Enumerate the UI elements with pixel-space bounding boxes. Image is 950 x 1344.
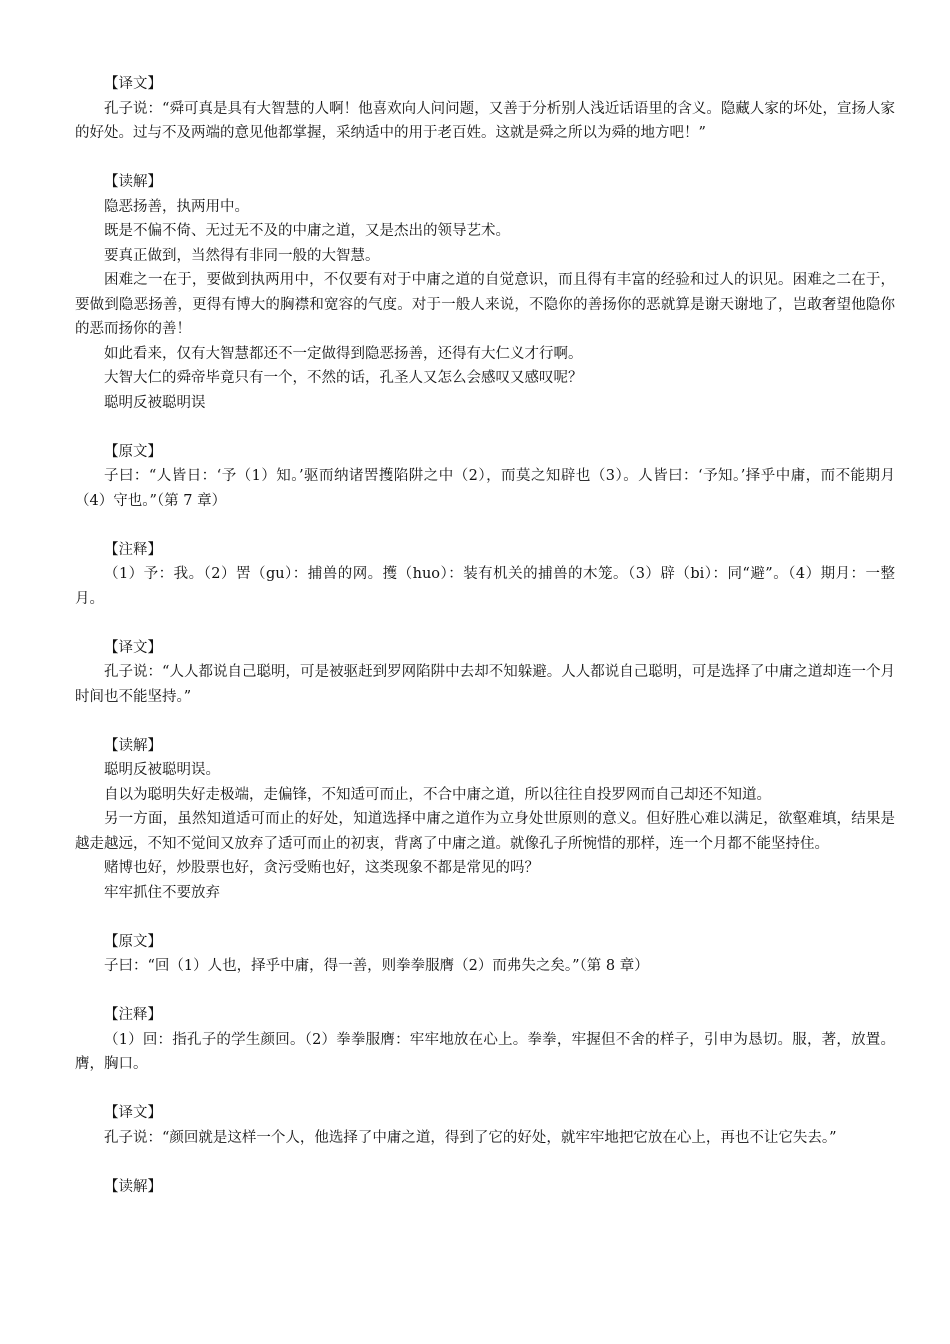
paragraph: 孔子说：“人人都说自己聪明，可是被驱赶到罗网陷阱中去却不知躲避。人人都说自己聪明，可是选择了中庸之道却连一个月时间也不能坚持。” bbox=[75, 664, 895, 705]
paragraph-spacer bbox=[75, 146, 895, 171]
section-heading: 【注释】 bbox=[104, 1007, 162, 1023]
paragraph: 要真正做到，当然得有非同一般的大智慧。 bbox=[104, 247, 380, 264]
paragraph: 赌博也好，炒股票也好，贪污受贿也好，这类现象不都是常见的吗？ bbox=[104, 860, 539, 876]
paragraph-spacer bbox=[75, 611, 895, 636]
paragraph: 牢牢抓住不要放弃 bbox=[104, 884, 220, 901]
paragraph-spacer bbox=[75, 513, 895, 538]
paragraph: 子曰：“回（1）人也，择乎中庸，得一善，则拳拳服膺（2）而弗失之矣。”（第 8 章） bbox=[104, 958, 649, 974]
section-heading: 【读解】 bbox=[104, 174, 162, 190]
section-heading: 【读解】 bbox=[104, 737, 162, 754]
section-heading: 【读解】 bbox=[104, 1178, 162, 1195]
paragraph-spacer bbox=[75, 905, 895, 930]
paragraph: 聪明反被聪明误 bbox=[104, 394, 206, 411]
paragraph: 孔子说：“舜可真是具有大智慧的人啊！他喜欢向人问问题，又善于分析别人浅近话语里的含义。隐藏人家的坏处，宣扬人家的好处。过与不及两端的意见他都掌握，采纳适中的用于老百姓。这就是舜之所以为舜的地方吧！” bbox=[75, 100, 895, 141]
paragraph: 子曰：“人皆日：‘予（1）知。’驱而纳诸罟擭陷阱之中（2），而莫之知辟也（3）。人皆曰：‘予知。’择乎中庸，而不能期月（4）守也。”（第 7 章） bbox=[75, 468, 895, 509]
paragraph-spacer bbox=[75, 709, 895, 734]
section-heading: 【注释】 bbox=[104, 541, 162, 558]
paragraph-spacer bbox=[75, 415, 895, 440]
section-heading: 【译文】 bbox=[104, 639, 162, 656]
paragraph: 既是不偏不倚、无过无不及的中庸之道，又是杰出的领导艺术。 bbox=[104, 223, 510, 239]
paragraph: 大智大仁的舜帝毕竟只有一个，不然的话，孔圣人又怎么会感叹又感叹呢？ bbox=[104, 370, 583, 386]
section-heading: 【原文】 bbox=[104, 443, 162, 460]
paragraph: 隐恶扬善，执两用中。 bbox=[104, 198, 249, 215]
paragraph: 孔子说：“颜回就是这样一个人，他选择了中庸之道，得到了它的好处，就牢牢地把它放在心上，再也不让它失去。” bbox=[104, 1129, 837, 1146]
section-heading: 【译文】 bbox=[104, 76, 162, 92]
document-page bbox=[75, 72, 895, 1199]
paragraph-spacer bbox=[75, 1150, 895, 1175]
paragraph: （1）回：指孔子的学生颜回。（2）拳拳服膺：牢牢地放在心上。拳拳，牢握但不舍的样子，引申为恳切。服，著，放置。膺，胸口。 bbox=[75, 1031, 895, 1072]
paragraph: 困难之一在于，要做到执两用中，不仅要有对于中庸之道的自觉意识，而且得有丰富的经验和过人的识见。困难之二在于，要做到隐恶扬善，更得有博大的胸襟和宽容的气度。对于一般人来说，不隐你的善扬你的恶就算是谢天谢地了，岂敢奢望他隐你的恶而扬你的善！ bbox=[75, 272, 895, 337]
paragraph: 聪明反被聪明误。 bbox=[104, 762, 220, 778]
paragraph-spacer bbox=[75, 979, 895, 1004]
section-heading: 【原文】 bbox=[104, 933, 162, 950]
section-heading: 【译文】 bbox=[104, 1105, 162, 1121]
paragraph-spacer bbox=[75, 1077, 895, 1102]
paragraph: 自以为聪明失好走极端，走偏锋，不知适可而止，不合中庸之道，所以往往自投罗网而自己却还不知道。 bbox=[104, 786, 771, 803]
paragraph: （1）予：我。（2）罟（gu）：捕兽的网。擭（huo）：装有机关的捕兽的木笼。（3）辟（bi）：同“避”。（4）期月：一整月。 bbox=[75, 566, 895, 607]
paragraph: 另一方面，虽然知道适可而止的好处，知道选择中庸之道作为立身处世原则的意义。但好胜心难以满足，欲壑难填，结果是越走越远，不知不觉间又放弃了适可而止的初衷，背离了中庸之道。就像孔子所惋惜的那样，连一个月都不能坚持住。 bbox=[75, 811, 895, 852]
paragraph: 如此看来，仅有大智慧都还不一定做得到隐恶扬善，还得有大仁义才行啊。 bbox=[104, 345, 583, 362]
